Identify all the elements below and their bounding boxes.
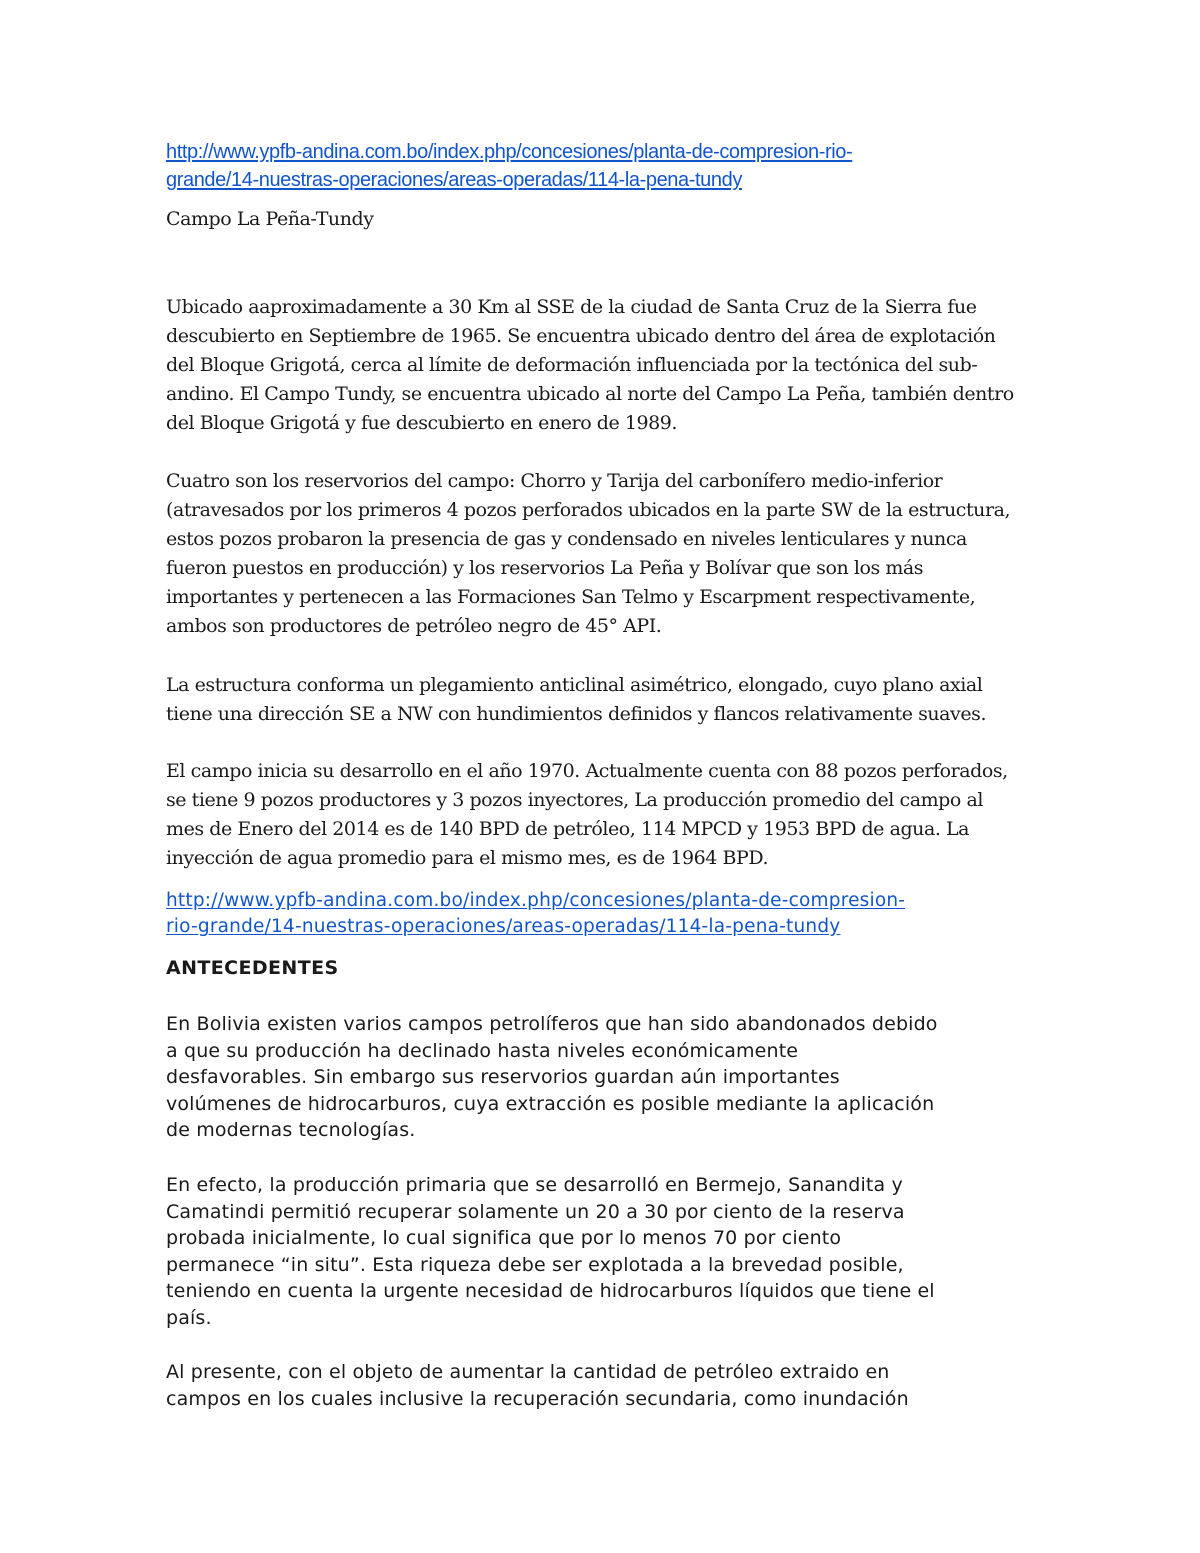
paragraph-line: campos en los cuales inclusive la recuperación secundaria, como inundación xyxy=(166,1387,909,1410)
paragraph-line: del Bloque Grigotá y fue descubierto en enero de 1989. xyxy=(166,412,678,434)
paragraph-line: Camatindi permitió recuperar solamente un 20 a 30 por ciento de la reserva xyxy=(166,1200,905,1223)
paragraph-line: En Bolivia existen varios campos petrolíferos que han sido abandonados debido xyxy=(166,1013,938,1035)
source-link-top[interactable] xyxy=(166,138,852,194)
paragraph-line: país. xyxy=(166,1306,212,1329)
paragraph-line: andino. El Campo Tundy, se encuentra ubicado al norte del Campo La Peña, también dentro xyxy=(166,383,1014,405)
source-link-bottom[interactable] xyxy=(166,888,905,940)
paragraph-line: desfavorables. Sin embargo sus reservorios guardan aún importantes xyxy=(166,1066,840,1088)
source-link-top-line1[interactable]: http://www.ypfb-andina.com.bo/index.php/concesiones/planta-de-compresion-rio- xyxy=(166,141,853,163)
paragraph-line: fueron puestos en producción) y los reservorios La Peña y Bolívar que son los más xyxy=(166,557,924,579)
paragraph-line: (atravesados por los primeros 4 pozos perforados ubicados en la parte SW de la estructura, xyxy=(166,499,1011,521)
paragraph-line: a que su producción ha declinado hasta niveles económicamente xyxy=(166,1039,799,1062)
paragraph-line: El campo inicia su desarrollo en el año 1970. Actualmente cuenta con 88 pozos perforados, xyxy=(166,760,1008,782)
paragraph-line: teniendo en cuenta la urgente necesidad de hidrocarburos líquidos que tiene el xyxy=(166,1280,935,1302)
paragraph-line: La estructura conforma un plegamiento anticlinal asimétrico, elongado, cuyo plano axial xyxy=(166,674,983,696)
source-link-top-line2[interactable]: grande/14-nuestras-operaciones/areas-operadas/114-la-pena-tundy xyxy=(166,169,742,191)
paragraph-line: volúmenes de hidrocarburos, cuya extracción es posible mediante la aplicación xyxy=(166,1092,935,1115)
paragraph-structure xyxy=(166,671,986,729)
paragraph-line: importantes y pertenecen a las Formaciones San Telmo y Escarpment respectivamente, xyxy=(166,586,976,608)
paragraph-line: probada inicialmente, lo cual significa que por lo menos 70 por ciento xyxy=(166,1227,842,1249)
paragraph-line: del Bloque Grigotá, cerca al límite de deformación influenciada por la tectónica del sub- xyxy=(166,354,978,376)
paragraph-line: Cuatro son los reservorios del campo: Chorro y Tarija del carbonífero medio-inferior xyxy=(166,470,943,492)
paragraph-location xyxy=(166,293,1014,438)
document-title: Campo La Peña-Tundy xyxy=(166,208,374,230)
paragraph-line: tiene una dirección SE a NW con hundimientos definidos y flancos relativamente suaves. xyxy=(166,703,987,725)
paragraph-present xyxy=(166,1359,909,1412)
paragraph-primary-production xyxy=(166,1172,935,1331)
paragraph-line: de modernas tecnologías. xyxy=(166,1119,416,1141)
source-link-bottom-line2[interactable]: rio-grande/14-nuestras-operaciones/areas-operadas/114-la-pena-tundy xyxy=(166,916,841,937)
paragraph-line: inyección de agua promedio para el mismo mes, es de 1964 BPD. xyxy=(166,847,769,869)
paragraph-background xyxy=(166,1011,938,1144)
paragraph-line: descubierto en Septiembre de 1965. Se encuentra ubicado dentro del área de explotación xyxy=(166,325,996,347)
paragraph-line: permanece “in situ”. Esta riqueza debe ser explotada a la brevedad posible, xyxy=(166,1253,904,1276)
source-link-bottom-line1[interactable]: http://www.ypfb-andina.com.bo/index.php/concesiones/planta-de-compresion- xyxy=(166,890,906,911)
paragraph-line: Ubicado aaproximadamente a 30 Km al SSE de la ciudad de Santa Cruz de la Sierra fue xyxy=(166,296,977,318)
paragraph-line: estos pozos probaron la presencia de gas y condensado en niveles lenticulares y nunca xyxy=(166,528,967,550)
section-heading: ANTECEDENTES xyxy=(166,957,339,979)
paragraph-line: En efecto, la producción primaria que se desarrolló en Bermejo, Sanandita y xyxy=(166,1174,903,1196)
paragraph-line: mes de Enero del 2014 es de 140 BPD de petróleo, 114 MPCD y 1953 BPD de agua. La xyxy=(166,818,970,840)
paragraph-reservoirs xyxy=(166,467,1010,641)
paragraph-line: se tiene 9 pozos productores y 3 pozos inyectores, La producción promedio del campo al xyxy=(166,789,983,811)
paragraph-line: Al presente, con el objeto de aumentar la cantidad de petróleo extraido en xyxy=(166,1361,890,1383)
paragraph-line: ambos son productores de petróleo negro de 45° API. xyxy=(166,615,662,637)
paragraph-development xyxy=(166,757,1008,873)
